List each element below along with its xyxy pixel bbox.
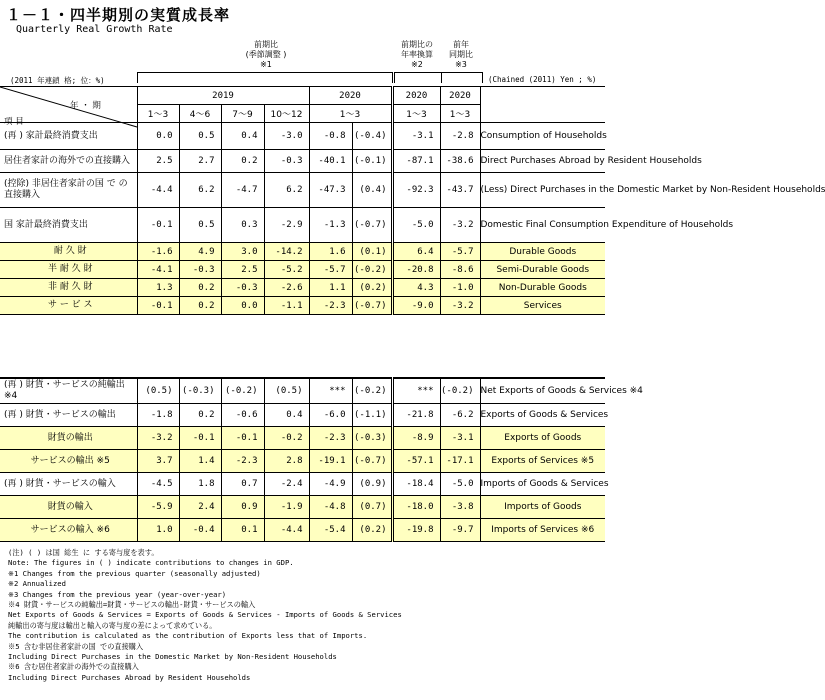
value-cell: -0.1 — [137, 297, 179, 315]
header-en-blank — [480, 87, 605, 123]
value-cell: (0.5) — [137, 378, 179, 404]
value-cell: (-0.7) — [352, 208, 392, 243]
value-cell: 1.8 — [179, 473, 221, 496]
year-2020-ann: 2020 — [392, 87, 440, 105]
footnote-line: (注) ( ) は国 総生 に する寄与度を表す。 — [8, 548, 159, 557]
value-cell: -3.0 — [264, 123, 309, 150]
value-cell: -4.4 — [137, 173, 179, 208]
value-cell: -0.1 — [221, 427, 264, 450]
value-cell: -3.8 — [440, 496, 480, 519]
top-table-body — [0, 123, 825, 315]
table-row — [0, 404, 605, 427]
value-cell: -87.1 — [392, 150, 440, 173]
value-cell: -43.7 — [440, 173, 480, 208]
year-2020-qoq: 2020 — [309, 87, 392, 105]
qoq-note-line2: (季節調整 ) — [245, 50, 287, 59]
value-cell: -3.1 — [392, 123, 440, 150]
yoy-note-line1: 前年 — [453, 40, 469, 49]
row-label-ja: 非 耐 久 財 — [0, 279, 137, 297]
value-cell: -4.1 — [137, 261, 179, 279]
value-cell: -19.8 — [392, 519, 440, 542]
value-cell: -0.4 — [179, 519, 221, 542]
row-label-en: Consumption of Households — [480, 123, 605, 150]
row-label-ja: サ ー ビ ス — [0, 297, 137, 315]
value-cell: -2.3 — [221, 450, 264, 473]
value-cell: -40.1 — [309, 150, 352, 173]
footnote-line: Net Exports of Goods & Services = Exports of Goods & Services - Imports of Goods & Services — [8, 610, 402, 620]
value-cell: 1.6 — [309, 243, 352, 261]
footnote-line: ※4 財貨・サービスの純輸出=財貨・サービスの輸出-財貨・サービスの輸入 — [8, 600, 256, 610]
qoq-note — [226, 40, 306, 70]
value-cell: -92.3 — [392, 173, 440, 208]
row-label-ja: 国 家計最終消費支出 — [0, 208, 137, 243]
value-cell: 0.0 — [137, 123, 179, 150]
table-row — [0, 261, 605, 279]
year-2019: 2019 — [137, 87, 309, 105]
value-cell: -5.4 — [309, 519, 352, 542]
value-cell: 0.5 — [179, 208, 221, 243]
value-cell: (-0.3) — [179, 378, 221, 404]
footnote-line: Including Direct Purchases Abroad by Resident Households — [8, 672, 251, 682]
footnote-line: ※2 Annualized — [8, 579, 66, 589]
value-cell: (0.7) — [352, 496, 392, 519]
value-cell: -5.7 — [309, 261, 352, 279]
value-cell: 2.8 — [264, 450, 309, 473]
quarter-cell: 1～3 — [137, 105, 179, 123]
annualized-note-line1: 前期比の — [401, 40, 433, 49]
value-cell: -47.3 — [309, 173, 352, 208]
qoq-note-line1: 前期比 — [254, 40, 278, 49]
value-cell: -4.9 — [309, 473, 352, 496]
value-cell: -5.9 — [137, 496, 179, 519]
yoy-note-line3: ※3 — [455, 60, 467, 69]
value-cell: 6.2 — [179, 173, 221, 208]
value-cell: *** — [309, 378, 352, 404]
quarter-cell: 1～3 — [309, 105, 392, 123]
value-cell: -1.8 — [137, 404, 179, 427]
value-cell: -0.1 — [179, 427, 221, 450]
header-corner — [0, 87, 137, 127]
value-cell: -21.8 — [392, 404, 440, 427]
table-row — [0, 473, 605, 496]
value-cell: -4.8 — [309, 496, 352, 519]
value-cell: 0.3 — [221, 208, 264, 243]
quarter-cell: 1～3 — [440, 105, 480, 123]
footnote-line: ※6 含む居住者家計の海外での直接購入 — [8, 662, 139, 672]
value-cell: 0.2 — [179, 404, 221, 427]
value-cell: (0.9) — [352, 473, 392, 496]
row-label-ja: 財貨の輸出 — [0, 427, 137, 450]
value-cell: 0.5 — [179, 123, 221, 150]
quarter-cell: 4～6 — [179, 105, 221, 123]
yoy-bracket — [441, 72, 483, 83]
row-label-en: Domestic Final Consumption Expenditure of Households — [480, 208, 605, 243]
value-cell: -2.8 — [440, 123, 480, 150]
footnote-line: ※3 Changes from the previous year (year-over-year) — [8, 589, 227, 599]
row-label-ja: (控除) 非居住者家計の国 で の直接購入 — [0, 173, 137, 208]
table-row — [0, 173, 605, 208]
value-cell: 2.5 — [221, 261, 264, 279]
row-label-ja: 財貨の輸入 — [0, 496, 137, 519]
row-label-en: Net Exports of Goods & Services ※4 — [480, 378, 605, 404]
value-cell: (-0.7) — [352, 297, 392, 315]
table-row — [0, 378, 605, 404]
row-label-ja: 居住者家計の海外での直接購入 — [0, 150, 137, 173]
value-cell: -0.3 — [179, 261, 221, 279]
header-row-years — [0, 87, 605, 105]
qoq-note-line3: ※1 — [260, 60, 272, 69]
footnote-line: Note: The figures in ( ) indicate contributions to changes in GDP. — [8, 558, 294, 568]
value-cell: 4.3 — [392, 279, 440, 297]
annualized-bracket — [394, 72, 442, 83]
value-cell: (-1.1) — [352, 404, 392, 427]
row-label-en: Exports of Services ※5 — [480, 450, 605, 473]
value-cell: (-0.2) — [352, 378, 392, 404]
year-2020-yoy: 2020 — [440, 87, 480, 105]
value-cell: 2.7 — [179, 150, 221, 173]
row-label-en: Services — [480, 297, 605, 315]
footnote-line: Including Direct Purchases in the Domestic Market by Non-Resident Households — [8, 652, 337, 662]
value-cell: -1.3 — [309, 208, 352, 243]
bottom-table-body — [0, 378, 643, 542]
value-cell: -4.5 — [137, 473, 179, 496]
row-label-ja: (再 ) 財貨・サービスの純輸出 ※4 — [0, 378, 137, 404]
value-cell: -5.7 — [440, 243, 480, 261]
footnote-line: 純輸出の寄与度は輸出と輸入の寄与度の差によって求めている。 — [8, 620, 217, 630]
value-cell: -3.1 — [440, 427, 480, 450]
yoy-note — [441, 40, 481, 70]
value-cell: -8.6 — [440, 261, 480, 279]
value-cell: (-0.1) — [352, 150, 392, 173]
row-label-en: Non-Durable Goods — [480, 279, 605, 297]
value-cell: -17.1 — [440, 450, 480, 473]
value-cell: 2.4 — [179, 496, 221, 519]
unit-right: (Chained (2011) Yen ; %) — [488, 75, 597, 84]
value-cell: -6.2 — [440, 404, 480, 427]
value-cell: (-0.4) — [352, 123, 392, 150]
table-row — [0, 243, 605, 261]
row-label-en: Exports of Goods & Services — [480, 404, 605, 427]
quarter-cell: 7～9 — [221, 105, 264, 123]
value-cell: -57.1 — [392, 450, 440, 473]
table-row — [0, 297, 605, 315]
table-row — [0, 496, 605, 519]
value-cell: 4.9 — [179, 243, 221, 261]
annualized-note-line3: ※2 — [411, 60, 423, 69]
value-cell: -2.3 — [309, 427, 352, 450]
row-label-en: Semi-Durable Goods — [480, 261, 605, 279]
value-cell: *** — [392, 378, 440, 404]
page-subtitle: Quarterly Real Growth Rate — [16, 24, 173, 35]
value-cell: -0.3 — [221, 279, 264, 297]
row-label-ja: 半 耐 久 財 — [0, 261, 137, 279]
value-cell: 2.5 — [137, 150, 179, 173]
value-cell: (-0.2) — [221, 378, 264, 404]
row-label-ja: サービスの輸入 ※6 — [0, 519, 137, 542]
value-cell: (0.2) — [352, 279, 392, 297]
value-cell: 0.2 — [179, 297, 221, 315]
value-cell: 1.3 — [137, 279, 179, 297]
value-cell: (-0.2) — [352, 261, 392, 279]
value-cell: (0.4) — [352, 173, 392, 208]
value-cell: 0.9 — [221, 496, 264, 519]
value-cell: 1.4 — [179, 450, 221, 473]
value-cell: -20.8 — [392, 261, 440, 279]
footnote-line: ※5 含む非居住者家計の国 での直接購入 — [8, 641, 144, 651]
value-cell: 0.4 — [221, 123, 264, 150]
value-cell: -8.9 — [392, 427, 440, 450]
value-cell: -5.0 — [392, 208, 440, 243]
qoq-bracket — [137, 72, 393, 83]
value-cell: 0.1 — [221, 519, 264, 542]
value-cell: -18.0 — [392, 496, 440, 519]
value-cell: -3.2 — [137, 427, 179, 450]
row-label-ja: 耐 久 財 — [0, 243, 137, 261]
value-cell: -1.6 — [137, 243, 179, 261]
table-row — [0, 150, 605, 173]
value-cell: 3.7 — [137, 450, 179, 473]
value-cell: -1.1 — [264, 297, 309, 315]
value-cell: 0.0 — [221, 297, 264, 315]
value-cell: (0.2) — [352, 519, 392, 542]
unit-left: (2011 年連鎖 格; 位：%) — [10, 76, 105, 85]
quarter-cell: 10～12 — [264, 105, 309, 123]
value-cell: -0.2 — [264, 427, 309, 450]
value-cell: 0.7 — [221, 473, 264, 496]
value-cell: -9.0 — [392, 297, 440, 315]
value-cell: -14.2 — [264, 243, 309, 261]
yoy-note-line2: 同期比 — [449, 50, 473, 59]
value-cell: -4.7 — [221, 173, 264, 208]
value-cell: -3.2 — [440, 297, 480, 315]
value-cell: -0.8 — [309, 123, 352, 150]
row-label-ja: サービスの輸出 ※5 — [0, 450, 137, 473]
value-cell: -2.4 — [264, 473, 309, 496]
value-cell: -9.7 — [440, 519, 480, 542]
top-table — [0, 86, 825, 315]
row-label-ja: (再 ) 財貨・サービスの輸出 — [0, 404, 137, 427]
value-cell: -1.9 — [264, 496, 309, 519]
annualized-note — [394, 40, 440, 70]
value-cell: -6.0 — [309, 404, 352, 427]
header-year-period: 年 ・ 期 — [70, 101, 101, 111]
row-label-en: Imports of Services ※6 — [480, 519, 605, 542]
value-cell: 1.0 — [137, 519, 179, 542]
row-label-en: Exports of Goods — [480, 427, 605, 450]
footnotes — [8, 548, 402, 683]
value-cell: -1.0 — [440, 279, 480, 297]
value-cell: -18.4 — [392, 473, 440, 496]
row-label-en: Direct Purchases Abroad by Resident Households — [480, 150, 605, 173]
value-cell: 0.4 — [264, 404, 309, 427]
value-cell: 0.2 — [179, 279, 221, 297]
table-row — [0, 450, 605, 473]
row-label-ja: (再 ) 家計最終消費支出 — [0, 123, 137, 150]
value-cell: -5.0 — [440, 473, 480, 496]
row-label-en: Durable Goods — [480, 243, 605, 261]
value-cell: (-0.3) — [352, 427, 392, 450]
value-cell: -38.6 — [440, 150, 480, 173]
value-cell: 6.2 — [264, 173, 309, 208]
value-cell: -5.2 — [264, 261, 309, 279]
footnote-line: ※1 Changes from the previous quarter (seasonally adjusted) — [8, 568, 261, 578]
value-cell: -2.9 — [264, 208, 309, 243]
footnote-line: The contribution is calculated as the contribution of Exports less that of Imports. — [8, 631, 368, 641]
header-item: 項 目 — [4, 117, 24, 127]
annualized-note-line2: 年率換算 — [401, 50, 433, 59]
value-cell: (-0.2) — [440, 378, 480, 404]
value-cell: -3.2 — [440, 208, 480, 243]
value-cell: -0.3 — [264, 150, 309, 173]
value-cell: (0.1) — [352, 243, 392, 261]
row-label-en: (Less) Direct Purchases in the Domestic Market by Non-Resident Households — [480, 173, 605, 208]
value-cell: 3.0 — [221, 243, 264, 261]
bottom-table — [0, 377, 643, 542]
table-row — [0, 427, 605, 450]
value-cell: 1.1 — [309, 279, 352, 297]
table-row — [0, 208, 605, 243]
value-cell: -2.3 — [309, 297, 352, 315]
value-cell: (0.5) — [264, 378, 309, 404]
value-cell: 0.2 — [221, 150, 264, 173]
table-row — [0, 279, 605, 297]
page-title: １－１・四半期別の実質成長率 — [6, 6, 231, 24]
value-cell: -2.6 — [264, 279, 309, 297]
row-label-ja: (再 ) 財貨・サービスの輸入 — [0, 473, 137, 496]
value-cell: -0.1 — [137, 208, 179, 243]
value-cell: -19.1 — [309, 450, 352, 473]
value-cell: 6.4 — [392, 243, 440, 261]
row-label-en: Imports of Goods & Services — [480, 473, 605, 496]
row-label-en: Imports of Goods — [480, 496, 605, 519]
value-cell: -4.4 — [264, 519, 309, 542]
table-row — [0, 519, 605, 542]
value-cell: -0.6 — [221, 404, 264, 427]
quarter-cell: 1～3 — [392, 105, 440, 123]
value-cell: (-0.7) — [352, 450, 392, 473]
